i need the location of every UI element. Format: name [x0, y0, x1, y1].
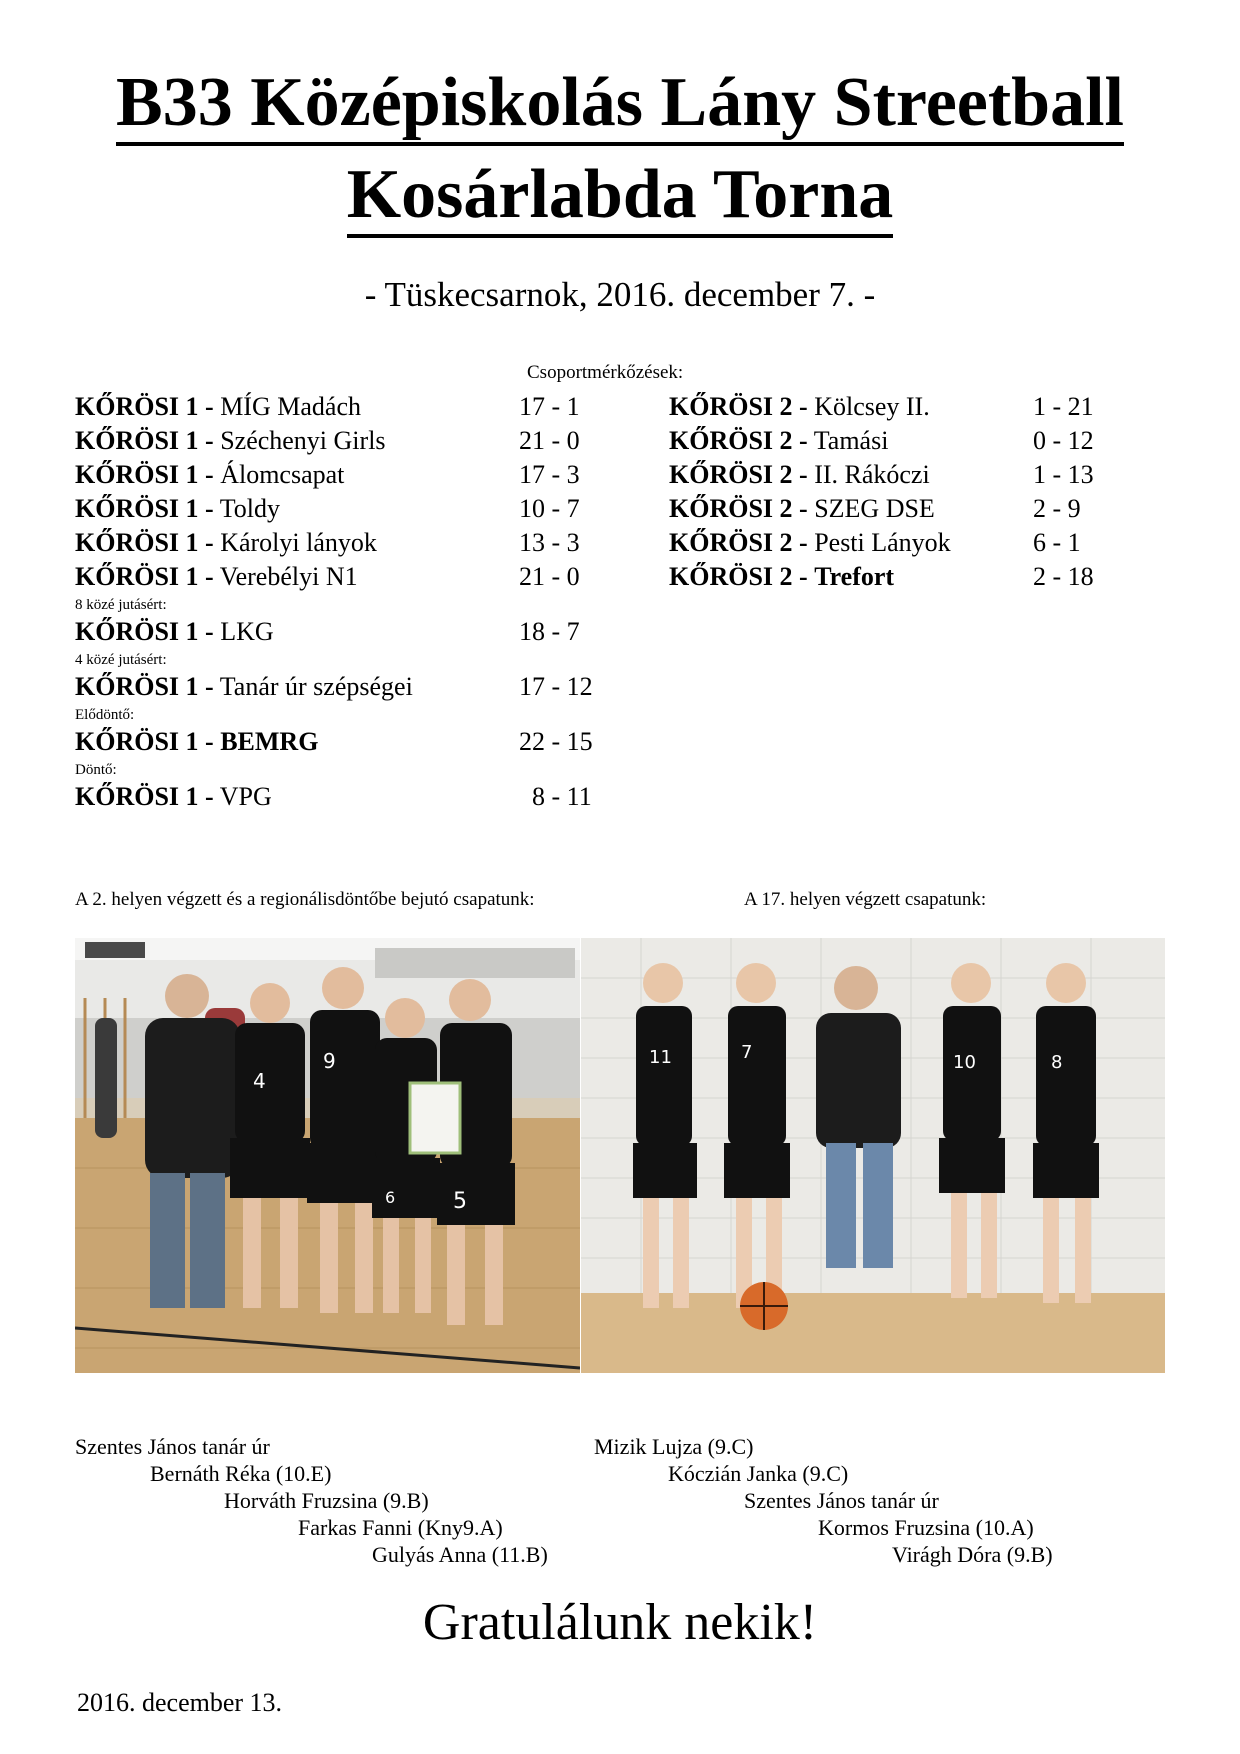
- team-name: KŐRÖSI 2 -: [669, 426, 808, 455]
- title-line-2: [0, 156, 1240, 238]
- jersey-number: 11: [649, 1047, 672, 1068]
- match-row: [669, 458, 1169, 492]
- opponent-name: Toldy: [219, 494, 281, 523]
- match-score: 2 - 9: [1033, 494, 1081, 523]
- team-name: KŐRÖSI 1 -: [75, 727, 214, 756]
- match-row: [669, 424, 1169, 458]
- opponent-name: Trefort: [814, 562, 895, 591]
- match-score: 17 - 3: [519, 460, 580, 489]
- opponent-name: LKG: [220, 617, 274, 646]
- team-name: KŐRÖSI 1 -: [75, 672, 214, 701]
- match-score: 21 - 0: [519, 562, 580, 591]
- match-score: 21 - 0: [519, 426, 580, 455]
- team-name: KŐRÖSI 1 -: [75, 617, 214, 646]
- right-roster-name: Mizik Lujza (9.C): [594, 1434, 754, 1459]
- jersey-number: 8: [1051, 1052, 1063, 1073]
- match-row: [669, 560, 1169, 594]
- team-name: KŐRÖSI 1 -: [75, 494, 214, 523]
- right-roster-name: Kóczián Janka (9.C): [668, 1461, 849, 1486]
- title-line-1: [0, 64, 1240, 146]
- left-photo-caption: A 2. helyen végzett és a regionálisdöntőbe bejutó csapatunk:: [75, 889, 535, 910]
- team-name: KŐRÖSI 2 -: [669, 460, 808, 489]
- match-score: 18 - 7: [519, 617, 580, 646]
- title-line-1-text: B33 Középiskolás Lány Streetball: [116, 68, 1124, 146]
- jersey-number: 7: [741, 1042, 753, 1063]
- match-row: [669, 526, 1169, 560]
- team-name: KŐRÖSI 2 -: [669, 528, 808, 557]
- team-name: KŐRÖSI 1 -: [75, 528, 214, 557]
- match-score: 13 - 3: [519, 528, 580, 557]
- opponent-name: Álomcsapat: [220, 460, 345, 489]
- match-score: 22 - 15: [519, 727, 593, 756]
- match-score: 17 - 1: [519, 392, 580, 421]
- group-stage-caption: Csoportmérkőzések:: [527, 362, 684, 383]
- team-photo-right: [581, 938, 1165, 1373]
- opponent-name: Tamási: [813, 426, 889, 455]
- left-roster-name: Szentes János tanár úr: [75, 1434, 270, 1459]
- team-photo-left: [75, 938, 580, 1373]
- congratulations-heading: Gratulálunk nekik!: [422, 1594, 818, 1651]
- match-score: 17 - 12: [519, 672, 593, 701]
- match-row: [669, 492, 1169, 526]
- opponent-name: Tanár úr szépségei: [219, 672, 413, 701]
- left-roster-name: Farkas Fanni (Kny9.A): [298, 1515, 503, 1540]
- team1-results: [75, 390, 635, 814]
- subtitle: - Tüskecsarnok, 2016. december 7. -: [364, 275, 876, 314]
- jersey-number: 4: [253, 1069, 266, 1093]
- right-photo-caption: A 17. helyen végzett csapatunk:: [744, 889, 987, 910]
- match-row: [75, 526, 635, 560]
- match-row: [75, 390, 635, 424]
- match-score: 6 - 1: [1033, 528, 1081, 557]
- right-roster-name: Kormos Fruzsina (10.A): [818, 1515, 1034, 1540]
- title-line-2-text: Kosárlabda Torna: [347, 160, 894, 238]
- match-row: [75, 670, 635, 704]
- right-roster-name: Szentes János tanár úr: [744, 1488, 939, 1513]
- jersey-number: 5: [453, 1189, 467, 1214]
- stage-label: 8 közé jutásért:: [75, 597, 167, 613]
- left-roster-name: Horváth Fruzsina (9.B): [224, 1488, 429, 1513]
- match-score: 2 - 18: [1033, 562, 1094, 591]
- match-score: 8 - 11: [532, 782, 592, 811]
- match-row: [75, 560, 635, 594]
- opponent-name: II. Rákóczi: [814, 460, 930, 489]
- match-row: [75, 424, 635, 458]
- team-name: KŐRÖSI 2 -: [669, 494, 808, 523]
- left-roster-name: Gulyás Anna (11.B): [372, 1542, 548, 1567]
- jersey-number: 6: [385, 1188, 396, 1207]
- match-row: [75, 725, 635, 759]
- match-row: [75, 492, 635, 526]
- opponent-name: Pesti Lányok: [814, 528, 951, 557]
- team-name: KŐRÖSI 1 -: [75, 562, 214, 591]
- right-roster-name: Virágh Dóra (9.B): [892, 1542, 1053, 1567]
- opponent-name: VPG: [219, 782, 272, 811]
- team-name: KŐRÖSI 1 -: [75, 782, 214, 811]
- match-row: [75, 615, 635, 649]
- stage-label: 4 közé jutásért:: [75, 652, 167, 668]
- team-name: KŐRÖSI 1 -: [75, 392, 214, 421]
- team-name: KŐRÖSI 1 -: [75, 460, 214, 489]
- team-photo-right-illustration: [581, 938, 1165, 1373]
- opponent-name: BEMRG: [220, 727, 319, 756]
- jersey-number: 9: [323, 1049, 336, 1073]
- left-roster-name: Bernáth Réka (10.E): [150, 1461, 332, 1486]
- match-row: [75, 780, 635, 814]
- opponent-name: MÍG Madách: [220, 392, 361, 421]
- opponent-name: SZEG DSE: [814, 494, 935, 523]
- jersey-number: 10: [953, 1052, 976, 1073]
- opponent-name: Kölcsey II.: [814, 392, 930, 421]
- stage-label: Döntő:: [75, 762, 117, 778]
- team2-results: [669, 390, 1169, 594]
- match-score: 0 - 12: [1033, 426, 1094, 455]
- opponent-name: Széchenyi Girls: [220, 426, 386, 455]
- team-name: KŐRÖSI 2 -: [669, 562, 808, 591]
- match-row: [75, 458, 635, 492]
- team-photo-left-illustration: [75, 938, 580, 1373]
- team-name: KŐRÖSI 2 -: [669, 392, 808, 421]
- document-date: 2016. december 13.: [77, 1688, 283, 1717]
- match-score: 1 - 13: [1033, 460, 1094, 489]
- match-score: 10 - 7: [519, 494, 580, 523]
- match-row: [669, 390, 1169, 424]
- match-score: 1 - 21: [1033, 392, 1094, 421]
- opponent-name: Károlyi lányok: [220, 528, 377, 557]
- opponent-name: Verebélyi N1: [219, 562, 358, 591]
- stage-label: Elődöntő:: [75, 707, 135, 723]
- team-name: KŐRÖSI 1 -: [75, 426, 214, 455]
